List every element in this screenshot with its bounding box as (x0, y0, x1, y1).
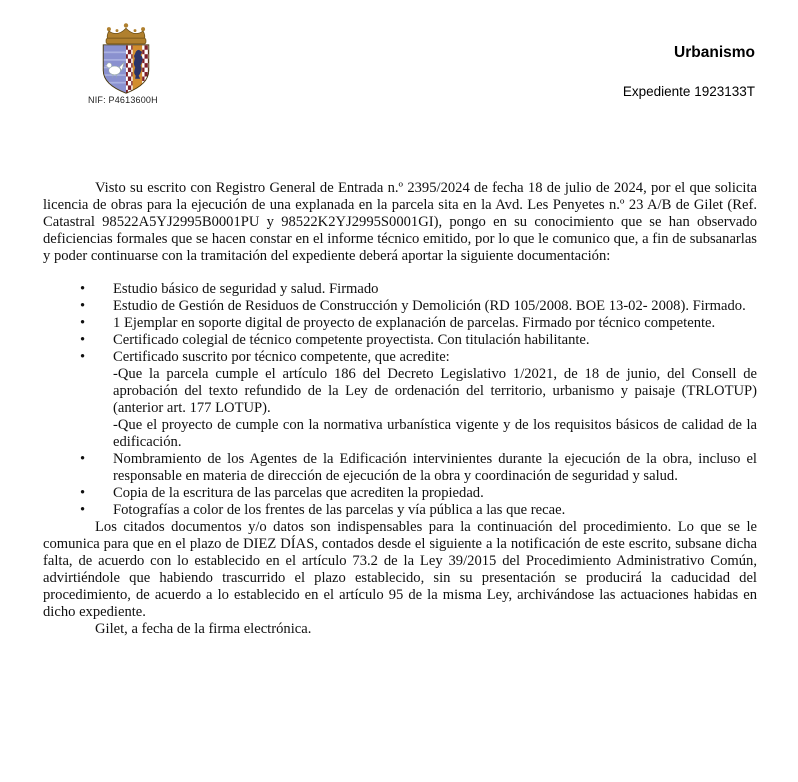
requirement-text: 1 Ejemplar en soporte digital de proyecto de explanación de parcelas. Firmado por técnico competente. (113, 315, 716, 331)
requirement-subitem: -Que la parcela cumple el artículo 186 del Decreto Legislativo 1/2021, de 18 de junio, del Consell de aprobación del texto refundido de la Ley de ordenación del territorio, urbanismo y paisaje (TRLOTUP) (anterior art. 177 LOTUP). (113, 366, 757, 416)
requirement-text: Fotografías a color de los frentes de las parcelas y vía pública a las que recae. (113, 502, 566, 518)
department-title: Urbanismo (674, 44, 755, 61)
nif-label: NIF: P4613600H (88, 95, 158, 105)
document-body (43, 180, 757, 638)
requirement-item (113, 332, 757, 349)
requirement-item (113, 281, 757, 298)
requirement-text: Certificado suscrito por técnico competente, que acredite: (113, 349, 450, 365)
coat-of-arms-icon (93, 23, 159, 97)
requirement-subitem: -Que el proyecto de cumple con la normativa urbanística vigente y de los requisitos básicos de calidad de la edificación. (113, 417, 757, 450)
requirement-text: Nombramiento de los Agentes de la Edificación intervinientes durante la ejecución de la obra, incluso el responsable en materia de dirección de ejecución de la obra y coordinación de seguridad y salud. (113, 451, 757, 484)
shield-fields (103, 45, 149, 97)
requirement-item (113, 485, 757, 502)
notice-paragraph: Los citados documentos y/o datos son indispensables para la continuación del procedimiento. Lo que se le comunica para que en el plazo de DIEZ DÍAS, contados desde el siguiente a la notificación de este escrito, subsane dicha falta, de acuerdo con lo establecido en el artículo 73.2 de la Ley 39/2015 del Procedimiento Administrativo Común, advirtiéndole que habiendo trascurrido el plazo establecido, sin su presentación se producirá la caducidad del procedimiento, de acuerdo a lo establecido en el artículo 95 de la misma Ley, archivándose las actuaciones habidas en dicho expediente. (43, 519, 757, 620)
requirement-item (113, 315, 757, 332)
requirements-list (43, 281, 757, 519)
requirement-item (113, 502, 757, 519)
requirement-subitems (113, 366, 757, 451)
requirement-text: Estudio básico de seguridad y salud. Firmado (113, 281, 379, 297)
requirement-item (113, 349, 757, 451)
intro-paragraph: Visto su escrito con Registro General de Entrada n.º 2395/2024 de fecha 18 de julio de 2024, por el que solicita licencia de obras para la ejecución de una explanada en la parcela sita en la Avd. Les Penyetes n.º 23 A/B de Gilet (Ref. Catastral 98522A5YJ2995B0001PU y 98522K2YJ2995S0001GI), pongo en su conocimiento que se han observado deficiencias formales que se hacen constar en el informe técnico emitido, por lo que le comunico que, a fin de subsanarlas y poder continuarse con la tramitación del expediente deberá aportar la siguiente documentación: (43, 180, 757, 264)
requirement-item (113, 451, 757, 485)
closing-line: Gilet, a fecha de la firma electrónica. (95, 621, 312, 637)
expediente-number: Expediente 1923133T (622, 84, 755, 99)
requirement-text: Copia de la escritura de las parcelas que acrediten la propiedad. (113, 485, 484, 501)
gilet-coat-of-arms (93, 23, 159, 97)
requirement-item (113, 298, 757, 315)
crown-icon (106, 23, 146, 44)
requirement-text: Certificado colegial de técnico competente proyectista. Con titulación habilitante. (113, 332, 590, 348)
requirement-text: Estudio de Gestión de Residuos de Construcción y Demolición (RD 105/2008. BOE 13-02- 2008). Firmado. (113, 298, 746, 314)
